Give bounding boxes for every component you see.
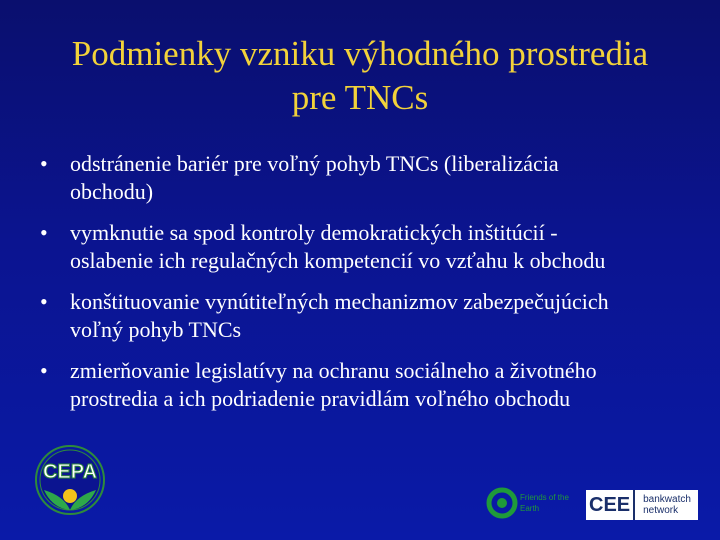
title-line-1: Podmienky vzniku výhodného prostredia xyxy=(71,34,649,73)
bullet-item xyxy=(40,357,680,413)
cee-logo-line-1: bankwatch xyxy=(643,494,691,505)
cee-logo-line-2: network xyxy=(643,505,679,516)
bullet-text-line-2: oslabenie ich regulačných kompetencií vo vzťahu k obchodu xyxy=(70,248,606,273)
bullet-item xyxy=(40,150,680,206)
bullet-icon: • xyxy=(40,358,48,383)
cee-bankwatch-logo-icon xyxy=(586,490,698,520)
friends-logo-line-1: Friends of the xyxy=(520,493,569,502)
bullet-icon: • xyxy=(40,151,48,176)
bullet-text-line-2: obchodu) xyxy=(70,179,154,204)
cepa-logo-text: CEPA xyxy=(42,461,98,483)
bullet-item xyxy=(40,288,680,344)
bullet-text-line-1: konštituovanie vynútiteľných mechanizmov zabezpečujúcich xyxy=(70,289,609,314)
bullet-list xyxy=(40,150,680,426)
cee-logo-abbr: CEE xyxy=(586,490,635,520)
bullet-text-line-1: odstránenie bariér pre voľný pohyb TNCs (liberalizácia xyxy=(70,151,559,176)
friends-of-earth-logo-icon xyxy=(486,486,578,520)
cee-logo-name xyxy=(635,490,691,520)
bullet-item xyxy=(40,219,680,275)
cepa-leaf-logo-icon xyxy=(22,438,122,518)
bullet-text-line-1: zmierňovanie legislatívy na ochranu sociálneho a životného xyxy=(70,358,597,383)
bullet-text-line-2: prostredia a ich podriadenie pravidlám voľného obchodu xyxy=(70,386,571,411)
friends-logo-line-2: Earth xyxy=(520,504,540,513)
bullet-text-line-2: voľný pohyb TNCs xyxy=(70,317,242,342)
bullet-icon: • xyxy=(40,220,48,245)
slide-title xyxy=(0,32,720,120)
bullet-text-line-1: vymknutie sa spod kontroly demokratických inštitúcií - xyxy=(70,220,558,245)
title-line-2: pre TNCs xyxy=(291,78,429,117)
bullet-icon: • xyxy=(40,289,48,314)
